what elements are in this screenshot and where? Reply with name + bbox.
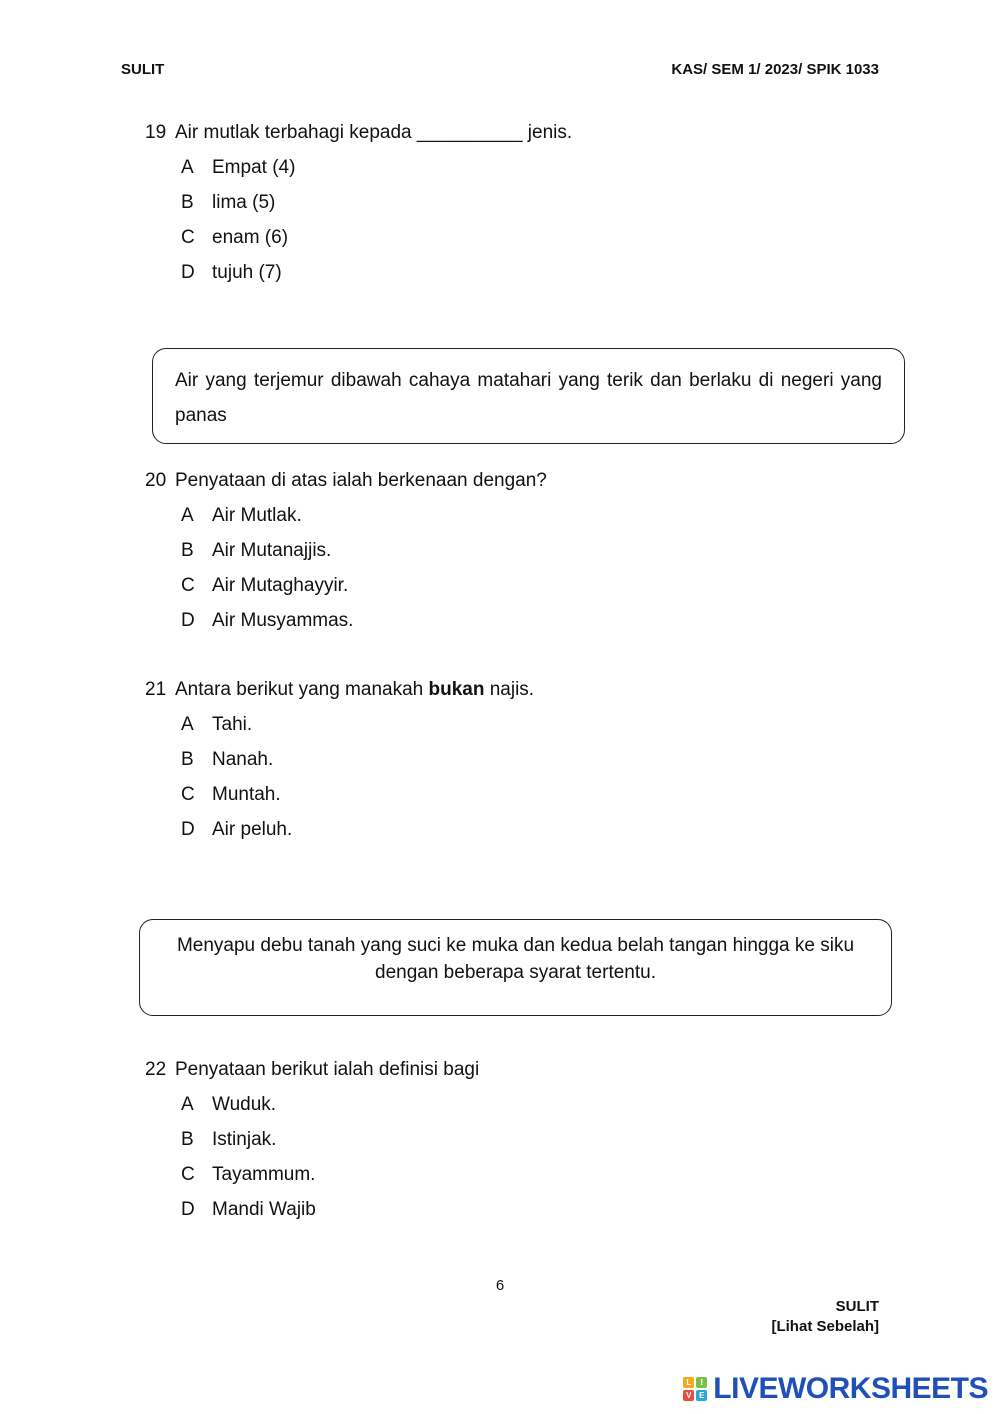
footer-classification: SULIT xyxy=(835,1298,879,1315)
option-text: tujuh (7) xyxy=(212,262,282,283)
option-20b[interactable] xyxy=(181,540,331,562)
option-20c[interactable] xyxy=(181,575,348,597)
option-letter: A xyxy=(181,714,194,735)
option-text: Air Musyammas. xyxy=(212,610,354,631)
question-text: Penyataan berikut ialah definisi bagi xyxy=(175,1059,480,1080)
option-text: Air peluh. xyxy=(212,819,293,840)
option-letter: D xyxy=(181,1199,195,1220)
option-21c[interactable] xyxy=(181,784,281,806)
option-text: Air Mutanajjis. xyxy=(212,540,332,561)
option-text: Mandi Wajib xyxy=(212,1199,316,1220)
question-number: 21 xyxy=(145,679,167,700)
option-text: Istinjak. xyxy=(212,1129,277,1150)
footer-turn-page-note: [Lihat Sebelah] xyxy=(771,1318,879,1335)
option-19c[interactable] xyxy=(181,227,288,249)
option-22d[interactable] xyxy=(181,1199,316,1221)
option-22a[interactable] xyxy=(181,1094,276,1116)
option-text: Wuduk. xyxy=(212,1094,277,1115)
option-letter: B xyxy=(181,540,194,561)
logo-tile-e: E xyxy=(696,1390,707,1401)
page-number: 6 xyxy=(495,1277,505,1294)
option-19b[interactable] xyxy=(181,192,275,214)
option-text: Air Mutaghayyir. xyxy=(212,575,349,596)
liveworksheets-logo-icon xyxy=(683,1377,707,1401)
question-number: 22 xyxy=(145,1059,167,1080)
stimulus-box-20: Air yang terjemur dibawah cahaya matahari yang terik dan berlaku di negeri yang panas xyxy=(152,348,905,444)
question-20 xyxy=(145,470,547,492)
option-letter: D xyxy=(181,819,195,840)
question-text: Penyataan di atas ialah berkenaan dengan? xyxy=(175,470,547,491)
option-text: enam (6) xyxy=(212,227,289,248)
option-22b[interactable] xyxy=(181,1129,276,1151)
option-20a[interactable] xyxy=(181,505,302,527)
header-paper-code: KAS/ SEM 1/ 2023/ SPIK 1033 xyxy=(671,61,879,78)
option-letter: B xyxy=(181,192,194,213)
option-letter: B xyxy=(181,1129,194,1150)
option-19d[interactable] xyxy=(181,262,282,284)
logo-tile-v: V xyxy=(683,1390,694,1401)
option-letter: C xyxy=(181,1164,195,1185)
option-21a[interactable] xyxy=(181,714,252,736)
option-21b[interactable] xyxy=(181,749,273,771)
option-text: lima (5) xyxy=(212,192,276,213)
option-letter: A xyxy=(181,505,194,526)
option-letter: D xyxy=(181,610,195,631)
option-text: Muntah. xyxy=(212,784,281,805)
liveworksheets-logo-text: LIVEWORKSHEETS xyxy=(713,1372,988,1405)
logo-tile-i: I xyxy=(696,1377,707,1388)
option-20d[interactable] xyxy=(181,610,353,632)
option-text: Air Mutlak. xyxy=(212,505,302,526)
header-classification: SULIT xyxy=(121,61,165,78)
option-text: Tayammum. xyxy=(212,1164,316,1185)
question-text-end: najis. xyxy=(484,679,535,700)
question-number: 20 xyxy=(145,470,167,491)
question-emphasis: bukan xyxy=(428,679,485,700)
option-21d[interactable] xyxy=(181,819,292,841)
liveworksheets-logo[interactable] xyxy=(683,1372,988,1406)
option-letter: A xyxy=(181,157,194,178)
option-letter: A xyxy=(181,1094,194,1115)
question-22 xyxy=(145,1059,479,1081)
option-letter: B xyxy=(181,749,194,770)
option-letter: C xyxy=(181,784,195,805)
question-text: Air mutlak terbahagi kepada __________ jenis. xyxy=(175,122,573,143)
stimulus-box-22: Menyapu debu tanah yang suci ke muka dan kedua belah tangan hingga ke siku dengan beberapa syarat tertentu. xyxy=(139,919,892,1016)
question-19 xyxy=(145,122,572,144)
question-number: 19 xyxy=(145,122,167,143)
option-letter: C xyxy=(181,575,195,596)
question-21 xyxy=(145,679,534,701)
option-letter: D xyxy=(181,262,195,283)
option-text: Empat (4) xyxy=(212,157,296,178)
option-22c[interactable] xyxy=(181,1164,315,1186)
option-text: Tahi. xyxy=(212,714,253,735)
option-text: Nanah. xyxy=(212,749,274,770)
question-text: Antara berikut yang manakah xyxy=(175,679,429,700)
logo-tile-l: L xyxy=(683,1377,694,1388)
option-19a[interactable] xyxy=(181,157,295,179)
option-letter: C xyxy=(181,227,195,248)
